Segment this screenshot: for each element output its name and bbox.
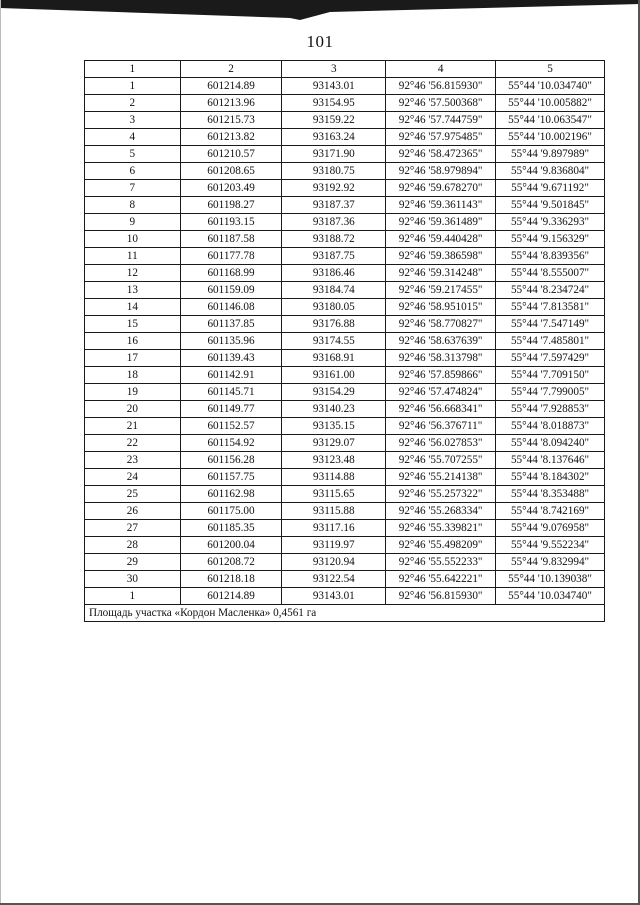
table-row	[85, 214, 605, 231]
cell-latitude: 55°44 '10.063547"	[496, 112, 605, 129]
cell-x: 601214.89	[180, 78, 282, 95]
table-footer-row	[85, 605, 605, 622]
cell-y: 93187.36	[282, 214, 386, 231]
cell-point-number: 24	[85, 469, 181, 486]
cell-y: 93161.00	[282, 367, 386, 384]
cell-x: 601187.58	[180, 231, 282, 248]
cell-y: 93180.05	[282, 299, 386, 316]
cell-x: 601145.71	[180, 384, 282, 401]
cell-y: 93168.91	[282, 350, 386, 367]
table-row	[85, 469, 605, 486]
cell-y: 93192.92	[282, 180, 386, 197]
cell-x: 601200.04	[180, 537, 282, 554]
cell-longitude: 92°46 '58.472365"	[386, 146, 496, 163]
page-number: 101	[306, 32, 334, 51]
cell-y: 93119.97	[282, 537, 386, 554]
table-row	[85, 588, 605, 605]
cell-x: 601213.82	[180, 129, 282, 146]
cell-y: 93117.16	[282, 520, 386, 537]
cell-y: 93154.95	[282, 95, 386, 112]
cell-x: 601159.09	[180, 282, 282, 299]
table-row	[85, 520, 605, 537]
cell-x: 601218.18	[180, 571, 282, 588]
table-row	[85, 435, 605, 452]
cell-latitude: 55°44 '8.094240"	[496, 435, 605, 452]
table-row	[85, 571, 605, 588]
table-row	[85, 163, 605, 180]
cell-y: 93122.54	[282, 571, 386, 588]
table-body	[85, 78, 605, 605]
cell-point-number: 28	[85, 537, 181, 554]
cell-x: 601175.00	[180, 503, 282, 520]
table-row	[85, 78, 605, 95]
page-left-edge	[0, 0, 1, 905]
cell-x: 601198.27	[180, 197, 282, 214]
table-row	[85, 537, 605, 554]
table-row	[85, 265, 605, 282]
cell-point-number: 15	[85, 316, 181, 333]
table-row	[85, 452, 605, 469]
cell-longitude: 92°46 '55.707255"	[386, 452, 496, 469]
cell-longitude: 92°46 '58.313798"	[386, 350, 496, 367]
cell-longitude: 92°46 '57.500368"	[386, 95, 496, 112]
cell-point-number: 21	[85, 418, 181, 435]
cell-point-number: 12	[85, 265, 181, 282]
cell-longitude: 92°46 '59.361489"	[386, 214, 496, 231]
table-row	[85, 486, 605, 503]
cell-latitude: 55°44 '9.336293"	[496, 214, 605, 231]
column-header-point: 1	[85, 61, 181, 78]
cell-x: 601193.15	[180, 214, 282, 231]
cell-latitude: 55°44 '7.813581"	[496, 299, 605, 316]
cell-x: 601146.08	[180, 299, 282, 316]
table-row	[85, 180, 605, 197]
table-row	[85, 367, 605, 384]
cell-y: 93140.23	[282, 401, 386, 418]
cell-x: 601149.77	[180, 401, 282, 418]
cell-y: 93159.22	[282, 112, 386, 129]
column-header-x: 2	[180, 61, 282, 78]
cell-y: 93115.65	[282, 486, 386, 503]
cell-longitude: 92°46 '55.642221"	[386, 571, 496, 588]
table-row	[85, 333, 605, 350]
cell-latitude: 55°44 '9.501845"	[496, 197, 605, 214]
cell-y: 93129.07	[282, 435, 386, 452]
cell-point-number: 17	[85, 350, 181, 367]
cell-latitude: 55°44 '9.836804"	[496, 163, 605, 180]
table-row	[85, 282, 605, 299]
cell-longitude: 92°46 '57.975485"	[386, 129, 496, 146]
cell-x: 601185.35	[180, 520, 282, 537]
cell-latitude: 55°44 '9.897989"	[496, 146, 605, 163]
cell-y: 93176.88	[282, 316, 386, 333]
table-row	[85, 248, 605, 265]
cell-x: 601156.28	[180, 452, 282, 469]
cell-y: 93115.88	[282, 503, 386, 520]
cell-point-number: 22	[85, 435, 181, 452]
cell-point-number: 5	[85, 146, 181, 163]
cell-y: 93123.48	[282, 452, 386, 469]
cell-point-number: 18	[85, 367, 181, 384]
cell-longitude: 92°46 '58.979894"	[386, 163, 496, 180]
cell-point-number: 19	[85, 384, 181, 401]
column-header-longitude: 4	[386, 61, 496, 78]
area-note: Площадь участка «Кордон Масленка» 0,4561 га	[85, 605, 605, 622]
cell-longitude: 92°46 '59.314248"	[386, 265, 496, 282]
cell-x: 601213.96	[180, 95, 282, 112]
cell-latitude: 55°44 '7.799005"	[496, 384, 605, 401]
cell-longitude: 92°46 '58.951015"	[386, 299, 496, 316]
cell-y: 93135.15	[282, 418, 386, 435]
cell-y: 93188.72	[282, 231, 386, 248]
cell-latitude: 55°44 '8.234724"	[496, 282, 605, 299]
cell-longitude: 92°46 '59.678270"	[386, 180, 496, 197]
table-row	[85, 146, 605, 163]
cell-point-number: 16	[85, 333, 181, 350]
cell-point-number: 23	[85, 452, 181, 469]
cell-longitude: 92°46 '55.552233"	[386, 554, 496, 571]
table-row	[85, 384, 605, 401]
cell-point-number: 8	[85, 197, 181, 214]
cell-point-number: 10	[85, 231, 181, 248]
cell-latitude: 55°44 '8.018873"	[496, 418, 605, 435]
cell-x: 601154.92	[180, 435, 282, 452]
scan-corner-shadow	[0, 0, 640, 22]
table-row	[85, 197, 605, 214]
cell-point-number: 25	[85, 486, 181, 503]
cell-x: 601152.57	[180, 418, 282, 435]
cell-latitude: 55°44 '8.555007"	[496, 265, 605, 282]
cell-longitude: 92°46 '55.498209"	[386, 537, 496, 554]
cell-x: 601139.43	[180, 350, 282, 367]
cell-x: 601203.49	[180, 180, 282, 197]
cell-y: 93143.01	[282, 78, 386, 95]
cell-longitude: 92°46 '56.815930"	[386, 588, 496, 605]
cell-latitude: 55°44 '7.928853"	[496, 401, 605, 418]
cell-latitude: 55°44 '9.156329"	[496, 231, 605, 248]
cell-latitude: 55°44 '8.137646"	[496, 452, 605, 469]
cell-y: 93187.37	[282, 197, 386, 214]
cell-x: 601157.75	[180, 469, 282, 486]
cell-x: 601142.91	[180, 367, 282, 384]
cell-x: 601168.99	[180, 265, 282, 282]
cell-y: 93171.90	[282, 146, 386, 163]
cell-latitude: 55°44 '10.002196"	[496, 129, 605, 146]
cell-latitude: 55°44 '10.139038"	[496, 571, 605, 588]
cell-y: 93174.55	[282, 333, 386, 350]
column-header-latitude: 5	[496, 61, 605, 78]
table-row	[85, 401, 605, 418]
cell-x: 601177.78	[180, 248, 282, 265]
cell-y: 93186.46	[282, 265, 386, 282]
column-header-y: 3	[282, 61, 386, 78]
cell-latitude: 55°44 '10.034740"	[496, 588, 605, 605]
cell-longitude: 92°46 '59.386598"	[386, 248, 496, 265]
cell-longitude: 92°46 '59.361143"	[386, 197, 496, 214]
cell-y: 93154.29	[282, 384, 386, 401]
cell-latitude: 55°44 '9.552234"	[496, 537, 605, 554]
cell-point-number: 30	[85, 571, 181, 588]
cell-point-number: 4	[85, 129, 181, 146]
cell-x: 601208.65	[180, 163, 282, 180]
cell-point-number: 26	[85, 503, 181, 520]
cell-point-number: 20	[85, 401, 181, 418]
cell-longitude: 92°46 '56.376711"	[386, 418, 496, 435]
cell-x: 601215.73	[180, 112, 282, 129]
cell-longitude: 92°46 '55.268334"	[386, 503, 496, 520]
cell-x: 601208.72	[180, 554, 282, 571]
cell-point-number: 11	[85, 248, 181, 265]
cell-latitude: 55°44 '7.597429"	[496, 350, 605, 367]
cell-latitude: 55°44 '9.671192"	[496, 180, 605, 197]
cell-longitude: 92°46 '57.474824"	[386, 384, 496, 401]
cell-latitude: 55°44 '8.184302"	[496, 469, 605, 486]
table-row	[85, 350, 605, 367]
table-row	[85, 112, 605, 129]
table-row	[85, 231, 605, 248]
coordinates-table	[84, 60, 605, 622]
cell-latitude: 55°44 '9.076958"	[496, 520, 605, 537]
cell-y: 93143.01	[282, 588, 386, 605]
table-row	[85, 299, 605, 316]
cell-longitude: 92°46 '56.815930"	[386, 78, 496, 95]
cell-longitude: 92°46 '57.744759"	[386, 112, 496, 129]
cell-point-number: 7	[85, 180, 181, 197]
cell-latitude: 55°44 '8.742169"	[496, 503, 605, 520]
cell-longitude: 92°46 '56.027853"	[386, 435, 496, 452]
cell-latitude: 55°44 '8.353488"	[496, 486, 605, 503]
cell-latitude: 55°44 '7.485801"	[496, 333, 605, 350]
table-header-row	[85, 61, 605, 78]
cell-point-number: 29	[85, 554, 181, 571]
cell-latitude: 55°44 '8.839356"	[496, 248, 605, 265]
table-row	[85, 95, 605, 112]
cell-latitude: 55°44 '7.709150"	[496, 367, 605, 384]
table-row	[85, 554, 605, 571]
cell-longitude: 92°46 '56.668341"	[386, 401, 496, 418]
cell-longitude: 92°46 '58.637639"	[386, 333, 496, 350]
cell-y: 93187.75	[282, 248, 386, 265]
cell-point-number: 9	[85, 214, 181, 231]
cell-point-number: 13	[85, 282, 181, 299]
cell-latitude: 55°44 '7.547149"	[496, 316, 605, 333]
cell-x: 601210.57	[180, 146, 282, 163]
cell-y: 93120.94	[282, 554, 386, 571]
cell-x: 601162.98	[180, 486, 282, 503]
cell-x: 601214.89	[180, 588, 282, 605]
table-row	[85, 418, 605, 435]
cell-longitude: 92°46 '57.859866"	[386, 367, 496, 384]
cell-longitude: 92°46 '55.339821"	[386, 520, 496, 537]
cell-point-number: 1	[85, 588, 181, 605]
cell-y: 93180.75	[282, 163, 386, 180]
cell-x: 601137.85	[180, 316, 282, 333]
cell-point-number: 14	[85, 299, 181, 316]
cell-point-number: 3	[85, 112, 181, 129]
cell-latitude: 55°44 '10.034740"	[496, 78, 605, 95]
cell-point-number: 2	[85, 95, 181, 112]
cell-y: 93114.88	[282, 469, 386, 486]
cell-y: 93184.74	[282, 282, 386, 299]
cell-latitude: 55°44 '9.832994"	[496, 554, 605, 571]
table-row	[85, 129, 605, 146]
cell-longitude: 92°46 '55.214138"	[386, 469, 496, 486]
cell-longitude: 92°46 '58.770827"	[386, 316, 496, 333]
cell-latitude: 55°44 '10.005882"	[496, 95, 605, 112]
cell-longitude: 92°46 '59.440428"	[386, 231, 496, 248]
cell-point-number: 1	[85, 78, 181, 95]
cell-y: 93163.24	[282, 129, 386, 146]
cell-x: 601135.96	[180, 333, 282, 350]
table-row	[85, 316, 605, 333]
cell-longitude: 92°46 '55.257322"	[386, 486, 496, 503]
cell-point-number: 27	[85, 520, 181, 537]
cell-longitude: 92°46 '59.217455"	[386, 282, 496, 299]
cell-point-number: 6	[85, 163, 181, 180]
table-row	[85, 503, 605, 520]
